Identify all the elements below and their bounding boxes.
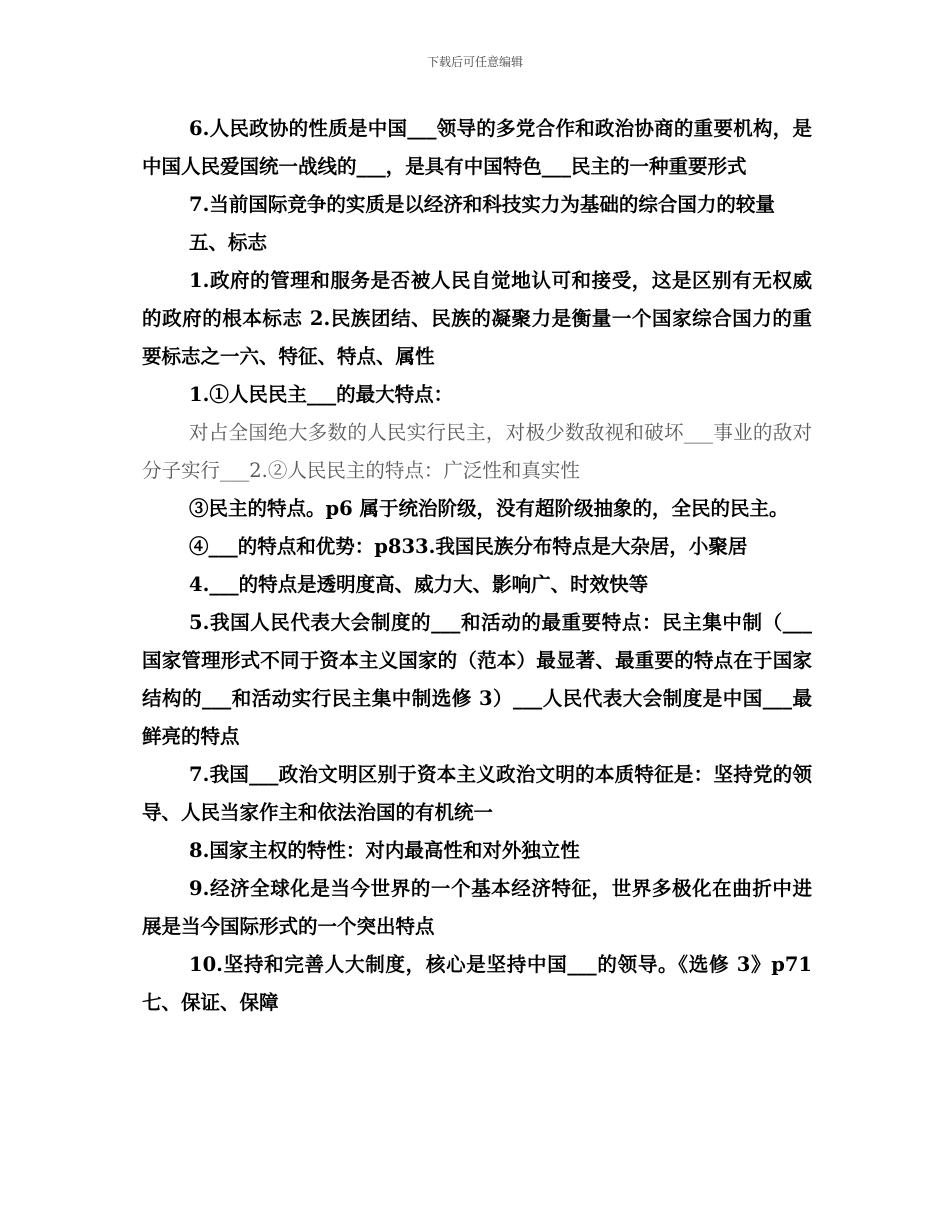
paragraph-democracy-feature: 1.①人民民主___的最大特点： (189, 383, 454, 406)
paragraph-democracy-trait: ③民主的特点。p6 属于统治阶级，没有超阶级抽象的，全民的民主。 (189, 497, 789, 520)
paragraph-cppcc-nature: 6.人民政协的性质是中国___领导的多党合作和政治协商的重要机构，是中国人民爱国统一战线的___，是具有中国特色___民主的一种重要形式 (142, 117, 812, 178)
paragraph-political-civilization: 7.我国___政治文明区别于资本主义政治文明的本质特征是：坚持党的领导、人民当家作主和依法治国的有机统一 (142, 763, 812, 824)
paragraph-government-authority: 1.政府的管理和服务是否被人民自觉地认可和接受，这是区别有无权威的政府的根本标志 2.民族团结、民族的凝聚力是衡量一个国家综合国力的重要标志之一六、特征、特点、属性 (142, 269, 812, 368)
paragraph-international-competition: 7.当前国际竞争的实质是以经济和科技实力为基础的综合国力的较量 (189, 193, 775, 216)
document-body (142, 110, 812, 1022)
paragraph-npc-system: 5.我国人民代表大会制度的___和活动的最重要特点：民主集中制（___国家管理形式不同于资本主义国家的（范本）最显著、最重要的特点在于国家结构的___和活动实行民主集中制选修 3）___人民代表大会制度是中国___最鲜亮的特点 (142, 611, 812, 748)
section-heading-marks: 五、标志 (189, 231, 268, 254)
paragraph-democracy-detail: 对占全国绝大多数的人民实行民主，对极少数敌视和破坏___事业的敌对分子实行___2.②人民民主的特点：广泛性和真实性 (142, 421, 812, 482)
page-header: 下载后可任意编辑 (426, 55, 523, 69)
paragraph-sovereignty: 8.国家主权的特性：对内最高性和对外独立性 (189, 839, 580, 862)
paragraph-npc-core: 10.坚持和完善人大制度，核心是坚持中国___的领导。《选修 3》p71 七、保证、保障 (142, 953, 812, 1014)
paragraph-media-traits: 4.___的特点是透明度高、威力大、影响广、时效快等 (189, 573, 649, 596)
paragraph-globalization: 9.经济全球化是当今世界的一个基本经济特征，世界多极化在曲折中进展是当今国际形式的一个突出特点 (142, 877, 812, 938)
paragraph-advantages: ④___的特点和优势：p833.我国民族分布特点是大杂居，小聚居 (189, 535, 748, 558)
